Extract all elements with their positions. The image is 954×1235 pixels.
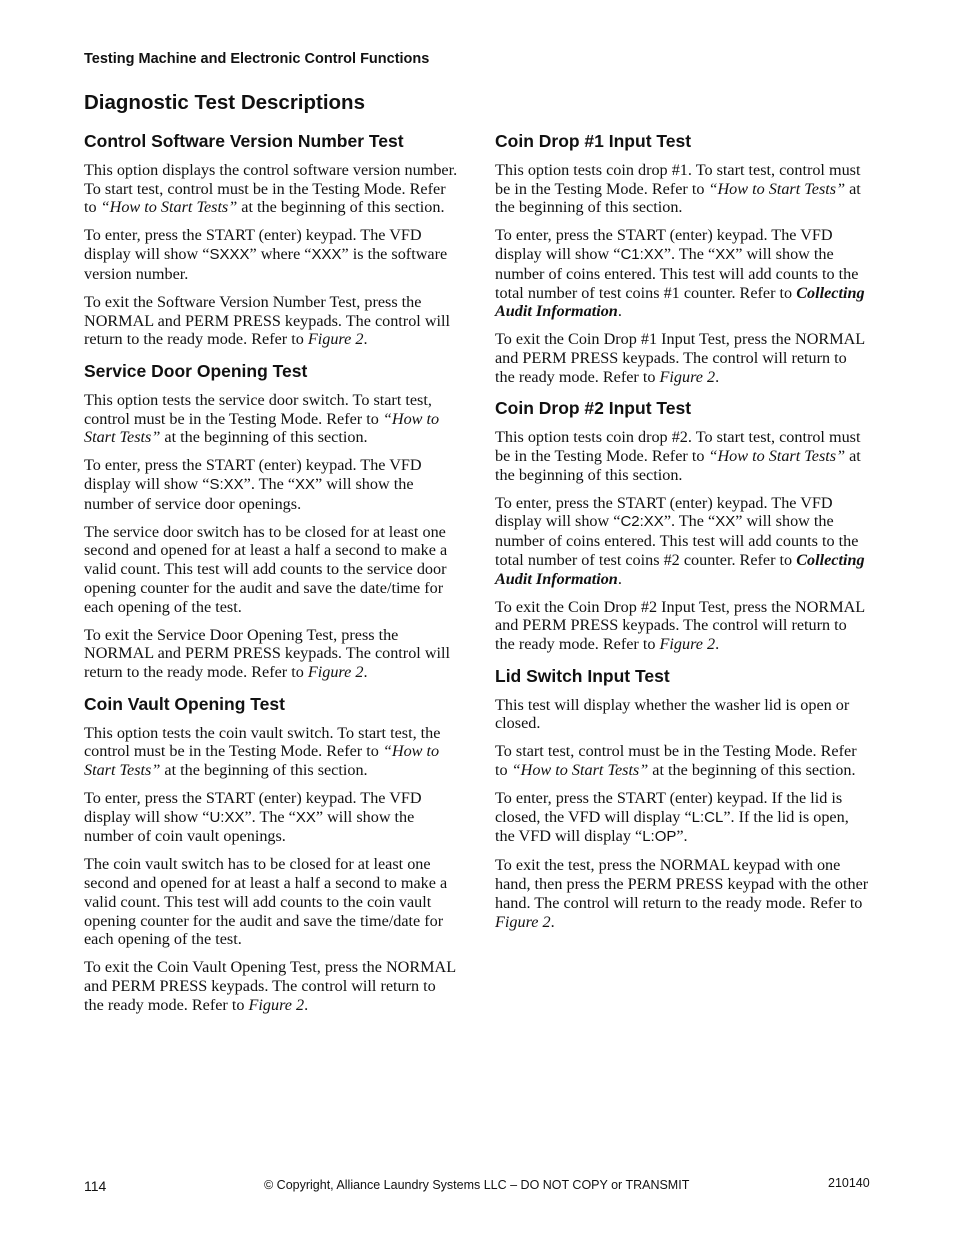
paragraph: To exit the Service Door Opening Test, press the NORMAL and PERM PRESS keypads. The control will return to the ready mode. Refer to Figure 2.: [84, 625, 451, 681]
cross-reference: “How to Start Tests”: [84, 742, 440, 780]
display-code: L:CL: [691, 808, 724, 826]
cross-reference: Collecting Audit Information: [495, 550, 865, 588]
running-header: Testing Machine and Electronic Control Functions: [84, 51, 430, 67]
section-service-door: [84, 360, 458, 682]
paragraph: This option tests the coin vault switch. To start test, the control must be in the Testing Mode. Refer to “How to Start Tests” at the beginning of this section.: [84, 723, 441, 780]
paragraph: To start test, control must be in the Testing Mode. Refer to “How to Start Tests” at the beginning of this section.: [495, 742, 857, 780]
paragraph: To enter, press the START (enter) keypad. The VFD display will show “C1:XX”. The “XX” will show the number of coins entered. This test will add counts to the total number of test coins #1 counter. Refer to Collecting Audit Information.: [495, 226, 865, 321]
paragraph: This test will display whether the washer lid is open or closed.: [495, 695, 850, 733]
paragraph: The service door switch has to be closed for at least one second and opened for at least a half a second to make a valid count. This test will add counts to the service door opening counter for the audit and save the date/time for each opening of the test.: [84, 522, 448, 616]
display-code: C1:XX: [620, 246, 664, 264]
paragraph: This option tests coin drop #1. To start test, control must be in the Testing Mode. Refer to “How to Start Tests” at the beginning of this section.: [495, 161, 861, 217]
section-lid-switch: [495, 665, 869, 932]
section-coin-drop-2: [495, 397, 869, 653]
display-code: L:OP: [642, 828, 677, 846]
cross-reference: “How to Start Tests”: [511, 761, 649, 780]
display-code: XX: [715, 513, 736, 531]
section-heading: Coin Vault Opening Test: [84, 693, 285, 714]
right-column: [495, 130, 869, 942]
paragraph: To enter, press the START (enter) keypad. The VFD display will show “S:XX”. The “XX” will show the number of service door openings.: [84, 456, 422, 513]
paragraph: To exit the Coin Vault Opening Test, press the NORMAL and PERM PRESS keypads. The control will return to the ready mode. Refer to Figure 2.: [84, 958, 456, 1014]
paragraph: To enter, press the START (enter) keypad. The VFD display will show “U:XX”. The “XX” will show the number of coin vault openings.: [84, 789, 422, 846]
paragraph: The coin vault switch has to be closed for at least one second and opened for at least a half a second to make a valid count. This test will add counts to the coin vault opening counter for the audit and save the time/date for each opening of the test.: [84, 855, 448, 949]
paragraph: To exit the Software Version Number Test, press the NORMAL and PERM PRESS keypads. The control will return to the ready mode. Refer to Figure 2.: [84, 292, 451, 349]
paragraph: To enter, press the START (enter) keypad. If the lid is closed, the VFD will display “L:CL”. If the lid is open, the VFD will display “L:OP”.: [495, 789, 849, 846]
display-code: S:XX: [209, 476, 244, 494]
display-code: SXXX: [209, 246, 250, 264]
cross-reference: “How to Start Tests”: [708, 447, 846, 466]
paragraph: This option displays the control software version number. To start test, control must be in the Testing Mode. Refer to “How to Start Tests” at the beginning of this section.: [84, 161, 458, 217]
section-heading: Control Software Version Number Test: [84, 131, 404, 151]
section-coin-vault: [84, 693, 458, 1015]
left-column: [84, 130, 458, 1025]
page-title: Diagnostic Test Descriptions: [84, 91, 365, 114]
display-code: XX: [715, 246, 736, 264]
figure-reference: Figure 2: [659, 634, 716, 653]
display-code: C2:XX: [620, 513, 664, 531]
cross-reference: “How to Start Tests”: [708, 179, 846, 198]
cross-reference: Collecting Audit Information: [495, 283, 865, 321]
figure-reference: Figure 2: [248, 995, 305, 1014]
paragraph: To exit the Coin Drop #2 Input Test, press the NORMAL and PERM PRESS keypads. The control will return to the ready mode. Refer to Figure 2.: [495, 597, 865, 653]
section-software-version: [84, 130, 458, 349]
paragraph: To enter, press the START (enter) keypad. The VFD display will show “C2:XX”. The “XX” will show the number of coins entered. This test will add counts to the total number of test coins #2 counter. Refer to Collecting Audit Information.: [495, 493, 865, 588]
section-heading: Lid Switch Input Test: [495, 665, 670, 686]
cross-reference: “How to Start Tests”: [100, 198, 238, 217]
paragraph: To exit the test, press the NORMAL keypad with one hand, then press the PERM PRESS keypad with the other hand. The control will return to the ready mode. Refer to Figure 2.: [495, 856, 869, 931]
figure-reference: Figure 2: [659, 367, 716, 386]
figure-reference: Figure 2: [307, 662, 364, 681]
paragraph: This option tests coin drop #2. To start test, control must be in the Testing Mode. Refer to “How to Start Tests” at the beginning of this section.: [495, 428, 861, 484]
section-heading: Coin Drop #1 Input Test: [495, 131, 692, 151]
document-number: 210140: [828, 1176, 870, 1190]
paragraph: To exit the Coin Drop #1 Input Test, press the NORMAL and PERM PRESS keypads. The control will return to the ready mode. Refer to Figure 2.: [495, 330, 865, 386]
section-heading: Service Door Opening Test: [84, 360, 308, 381]
display-code: XXX: [311, 246, 342, 264]
figure-reference: Figure 2: [495, 912, 551, 931]
display-code: XX: [295, 476, 316, 494]
paragraph: This option tests the service door switch. To start test, control must be in the Testing Mode. Refer to “How to Start Tests” at the beginning of this section.: [84, 390, 440, 447]
paragraph: To enter, press the START (enter) keypad. The VFD display will show “SXXX” where “XXX” is the software version number.: [84, 226, 448, 283]
display-code: XX: [295, 808, 316, 826]
section-coin-drop-1: [495, 130, 869, 386]
display-code: U:XX: [209, 808, 245, 826]
copyright-notice: © Copyright, Alliance Laundry Systems LLC – DO NOT COPY or TRANSMIT: [264, 1178, 690, 1192]
page-number: 114: [84, 1178, 107, 1194]
section-heading: Coin Drop #2 Input Test: [495, 398, 692, 419]
figure-reference: Figure 2: [307, 330, 364, 349]
cross-reference: “How to Start Tests”: [84, 409, 440, 447]
